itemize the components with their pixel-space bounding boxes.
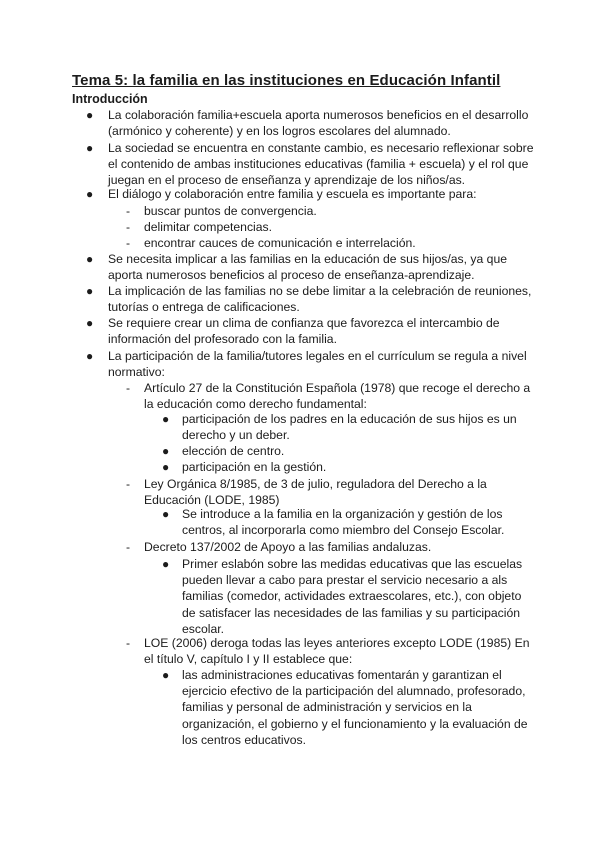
list-item <box>162 506 535 538</box>
list-item <box>86 107 535 139</box>
list-item <box>122 203 535 219</box>
list-item <box>86 251 535 283</box>
dash-icon: - <box>126 236 131 250</box>
list-item <box>162 667 535 748</box>
list-item-text: La participación de la familia/tutores legales en el currículum se regula a nivel normativo: <box>108 349 527 380</box>
bullet-icon: ● <box>162 557 170 571</box>
dash-icon: - <box>126 636 131 650</box>
bullet-icon: ● <box>86 187 94 201</box>
list-item-text: Primer eslabón sobre las medidas educativas que las escuelas pueden llevar a cabo para prestar el servicio necesario a als familias (comedor, actividades extraescolares, etc.), con objeto de satisfacer las necesidades de las familias y su participación escolar. <box>182 557 523 636</box>
dash-icon: - <box>126 220 131 234</box>
bullet-icon: ● <box>162 668 170 682</box>
list-item-text: Se introduce a la familia en la organización y gestión de los centros, al incorporarla como miembro del Consejo Escolar. <box>182 507 505 538</box>
bullet-icon: ● <box>86 349 94 363</box>
list-item-text: LOE (2006) deroga todas las leyes anteriores excepto LODE (1985) En el título V, capítulo I y II establece que: <box>144 636 530 667</box>
section-heading: Introducción <box>72 92 148 106</box>
list-item-text: Se requiere crear un clima de confianza que favorezca el intercambio de información del profesorado con la familia. <box>108 316 500 347</box>
bullet-icon: ● <box>86 108 94 122</box>
bullet-icon: ● <box>86 316 94 330</box>
dash-icon: - <box>126 381 131 395</box>
list-item-text: Se necesita implicar a las familias en la educación de sus hijos/as, ya que aporta numerosos beneficios al proceso de enseñanza-aprendizaje. <box>108 252 508 283</box>
list-item <box>86 186 535 202</box>
list-item <box>122 235 535 251</box>
list-item <box>162 459 535 475</box>
list-item-text: participación de los padres en la educación de sus hijos es un derecho y un deber. <box>182 412 517 443</box>
list-item-text: La colaboración familia+escuela aporta numerosos beneficios en el desarrollo (armónico y coherente) y en los logros escolares del alumnado. <box>108 108 529 139</box>
bullet-icon: ● <box>162 444 170 458</box>
bullet-icon: ● <box>86 252 94 266</box>
list-item-text: Decreto 137/2002 de Apoyo a las familias andaluzas. <box>144 540 432 554</box>
list-item <box>122 380 535 412</box>
list-item-text: La implicación de las familias no se debe limitar a la celebración de reuniones, tutorías o entrega de calificaciones. <box>108 284 532 315</box>
list-item-text: delimitar competencias. <box>144 220 273 234</box>
list-item <box>86 140 535 189</box>
list-item-text: Artículo 27 de la Constitución Española (1978) que recoge el derecho a la educación como derecho fundamental: <box>144 381 531 412</box>
list-item <box>162 556 535 637</box>
list-item <box>162 411 535 443</box>
list-item <box>122 539 535 555</box>
bullet-icon: ● <box>162 507 170 521</box>
list-item <box>86 315 535 347</box>
dash-icon: - <box>126 540 131 554</box>
list-item <box>162 443 535 459</box>
list-item-text: La sociedad se encuentra en constante cambio, es necesario reflexionar sobre el contenido de ambas instituciones educativas (familia + escuela) y el rol que juegan en el proceso de enseñanza y aprendizaje de los niños/as. <box>108 141 534 188</box>
list-item <box>122 219 535 235</box>
list-item-text: Ley Orgánica 8/1985, de 3 de julio, reguladora del Derecho a la Educación (LODE, 1985) <box>144 477 487 508</box>
bullet-icon: ● <box>162 412 170 426</box>
list-item <box>86 283 535 315</box>
list-item-text: elección de centro. <box>182 444 285 458</box>
list-item <box>122 635 535 667</box>
bullet-icon: ● <box>86 284 94 298</box>
bullet-icon: ● <box>162 460 170 474</box>
list-item-text: buscar puntos de convergencia. <box>144 204 317 218</box>
list-item-text: las administraciones educativas fomentarán y garantizan el ejercicio efectivo de la participación del alumnado, profesorado, familias y personal de administración y servicios en la organización, el gobierno y el funcionamiento y la evaluación de los centros educativos. <box>182 668 528 747</box>
list-item <box>86 348 535 380</box>
list-item <box>122 476 535 508</box>
list-item-text: encontrar cauces de comunicación e interrelación. <box>144 236 416 250</box>
list-item-text: El diálogo y colaboración entre familia y escuela es importante para: <box>108 187 477 201</box>
dash-icon: - <box>126 477 131 491</box>
document-title: Tema 5: la familia en las instituciones en Educación Infantil <box>72 72 501 89</box>
list-item-text: participación en la gestión. <box>182 460 327 474</box>
dash-icon: - <box>126 204 131 218</box>
bullet-icon: ● <box>86 141 94 155</box>
